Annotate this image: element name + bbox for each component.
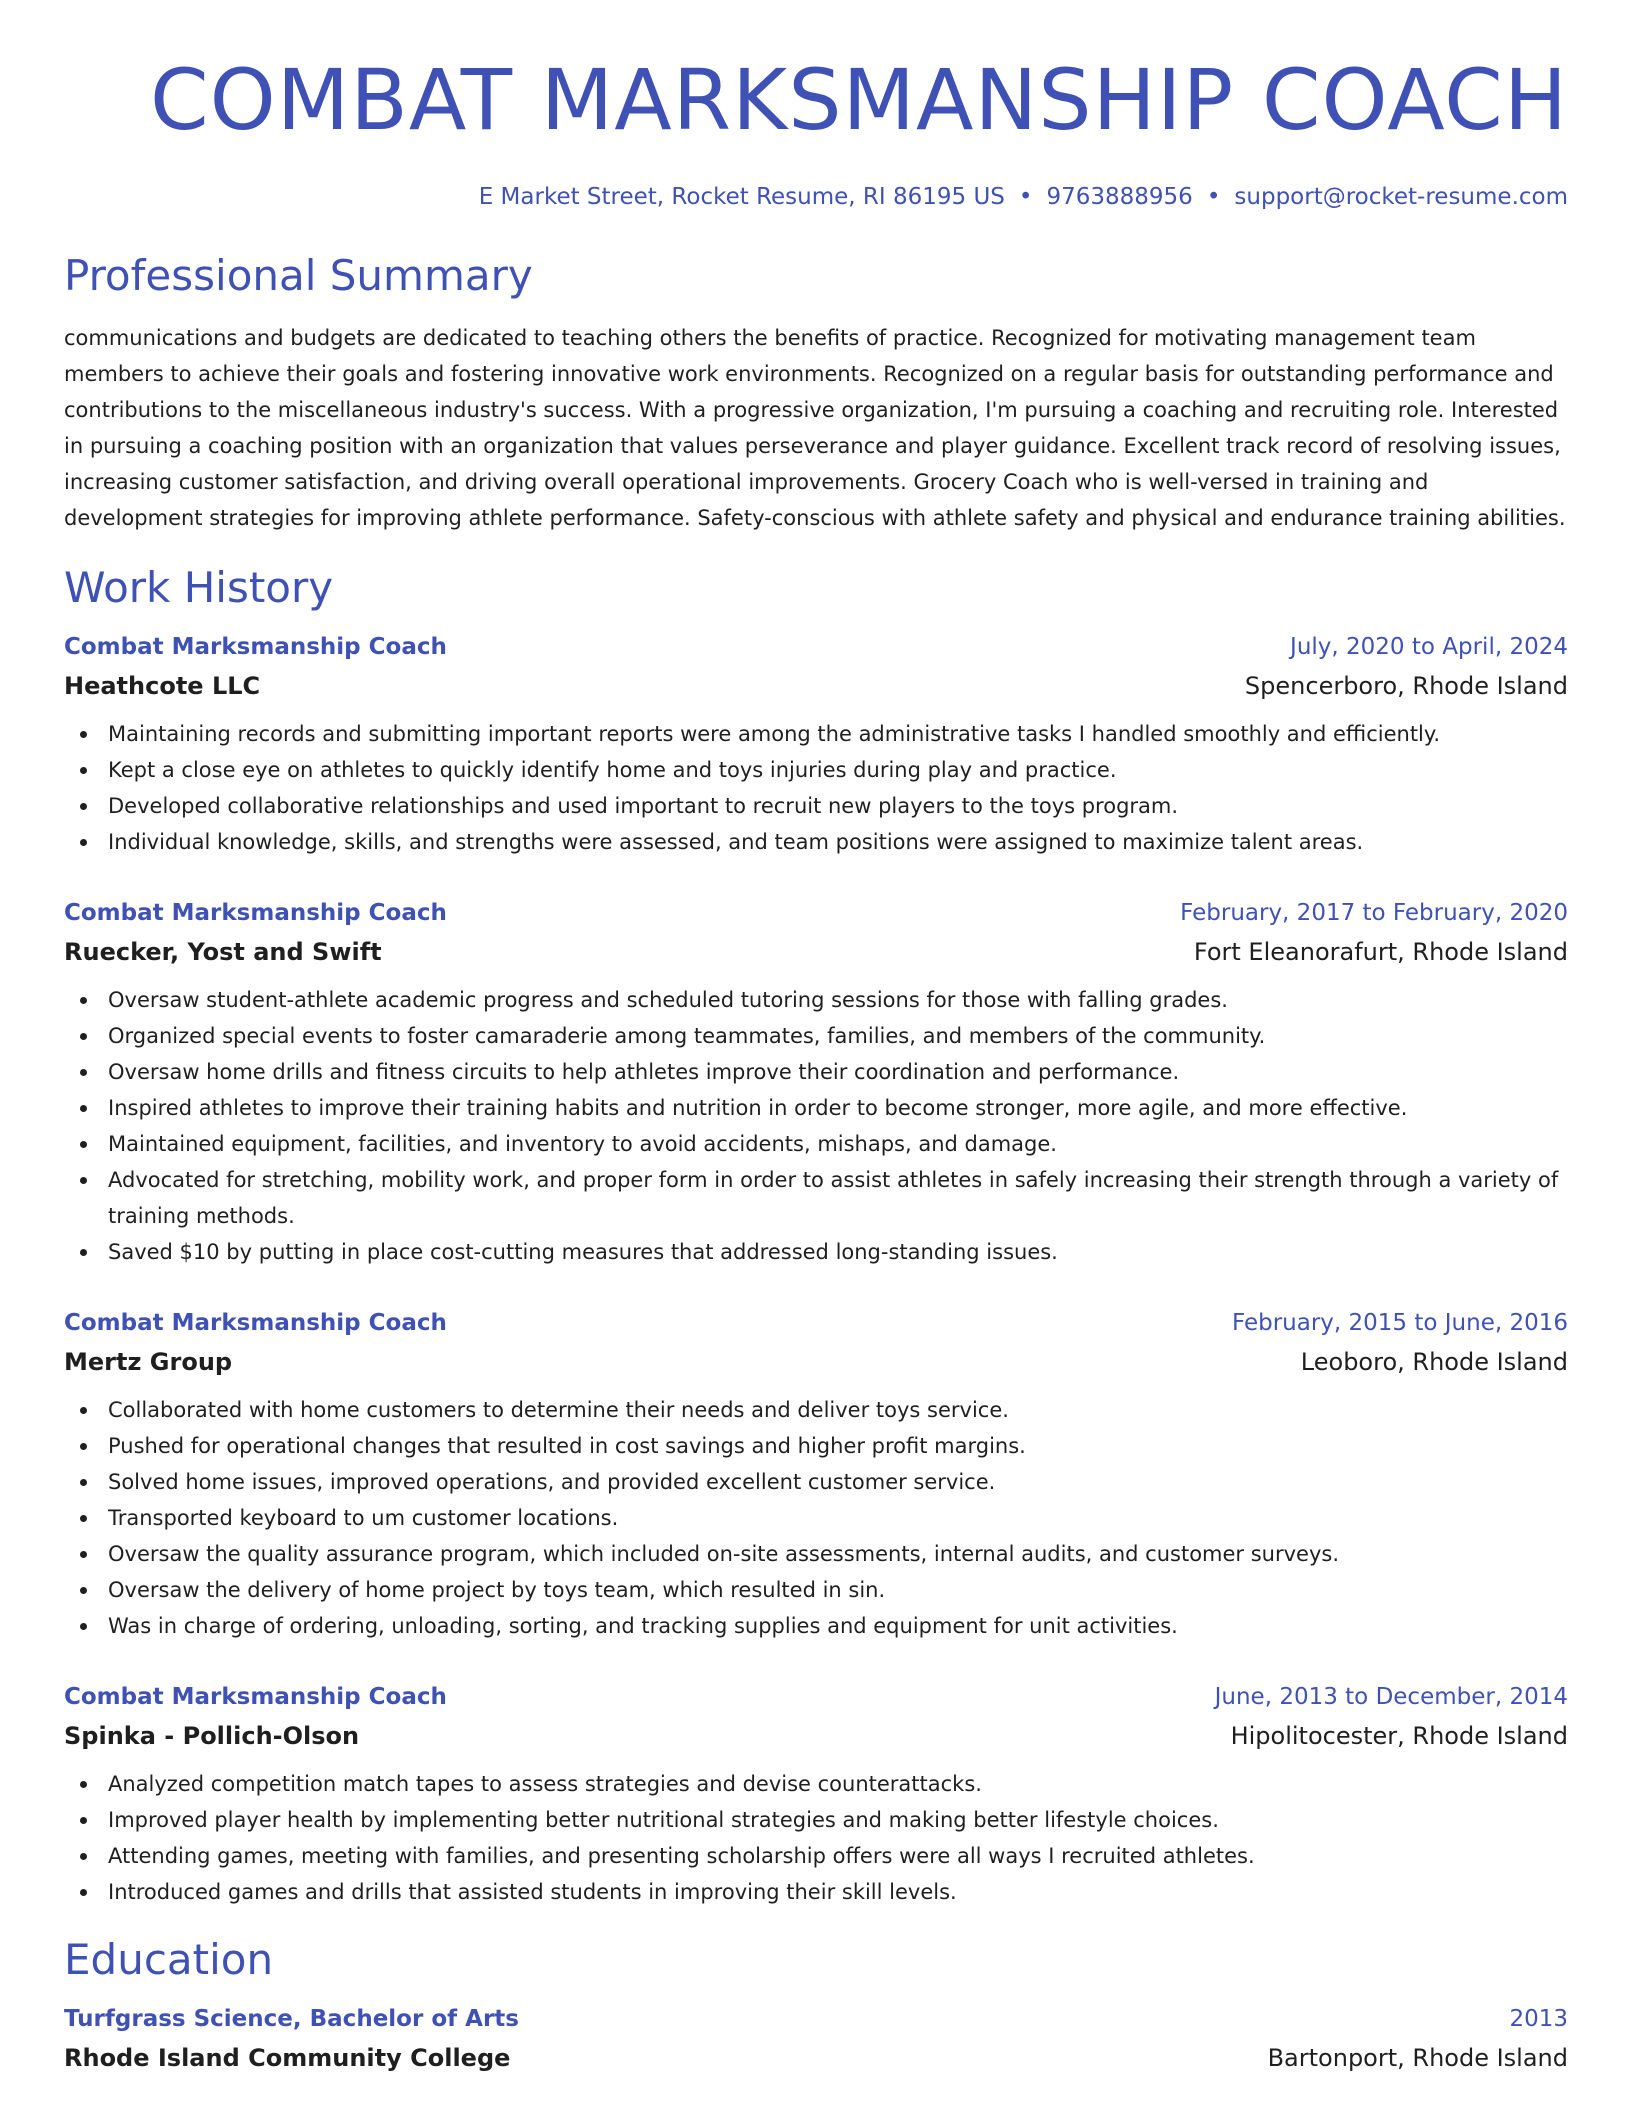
- job-subheader: [64, 926, 1568, 966]
- job-header: [64, 1670, 1568, 1710]
- job-company: Ruecker, Yost and Swift: [64, 938, 382, 966]
- job-company: Spinka - Pollich-Olson: [64, 1722, 360, 1750]
- education-subheader: [64, 2032, 1568, 2072]
- job-subheader: [64, 1710, 1568, 1750]
- job-bullet: Solved home issues, improved operations, and provided excellent customer service.: [64, 1464, 1568, 1500]
- contact-separator: •: [1018, 184, 1033, 210]
- education-list: [64, 1992, 1568, 2072]
- job-bullet: Collaborated with home customers to determine their needs and deliver toys service.: [64, 1392, 1568, 1428]
- job-bullets: [64, 982, 1568, 1270]
- job-bullet: Individual knowledge, skills, and strengths were assessed, and team positions were assigned to maximize talent areas.: [64, 824, 1568, 860]
- contact-line: [64, 182, 1568, 212]
- job-entry: [64, 886, 1568, 1270]
- resume-header: [64, 0, 1568, 212]
- job-bullet: Developed collaborative relationships and used important to recruit new players to the toys program.: [64, 788, 1568, 824]
- job-bullet: Advocated for stretching, mobility work, and proper form in order to assist athletes in safely increasing their strength through a variety of training methods.: [64, 1162, 1568, 1234]
- job-bullet: Attending games, meeting with families, and presenting scholarship offers were all ways I recruited athletes.: [64, 1838, 1568, 1874]
- job-bullet: Inspired athletes to improve their training habits and nutrition in order to become stronger, more agile, and more effective.: [64, 1090, 1568, 1126]
- job-dates: June, 2013 to December, 2014: [1214, 1684, 1568, 1710]
- job-dates: February, 2017 to February, 2020: [1180, 900, 1568, 926]
- resume-name: COMBAT MARKSMANSHIP COACH: [149, 51, 1568, 149]
- work-history-heading: Work History: [64, 563, 334, 612]
- summary-text: communications and budgets are dedicated to teaching others the benefits of practice. Recognized for motivating management team members to achieve their goals and fostering innovative work environments. Recognized on a regular basis for outstanding performance and contributions to the miscellaneous industry's success. With a progressive organization, I'm pursuing a coaching and recruiting role. Interested in pursuing a coaching position with an organization that values perseverance and player guidance. Excellent track record of resolving issues, increasing customer satisfaction, and driving overall operational improvements. Grocery Coach who is well-versed in training and development strategies for improving athlete performance. Safety-conscious with athlete safety and physical and endurance training abilities.: [64, 326, 1566, 530]
- job-title: Combat Marksmanship Coach: [64, 900, 447, 926]
- job-title: Combat Marksmanship Coach: [64, 1310, 447, 1336]
- job-bullet: Analyzed competition match tapes to assess strategies and devise counterattacks.: [64, 1766, 1568, 1802]
- job-bullet: Kept a close eye on athletes to quickly identify home and toys injuries during play and practice.: [64, 752, 1568, 788]
- work-history-list: [64, 620, 1568, 1910]
- job-bullet: Was in charge of ordering, unloading, sorting, and tracking supplies and equipment for unit activities.: [64, 1608, 1568, 1644]
- job-bullet: Saved $10 by putting in place cost-cutting measures that addressed long-standing issues.: [64, 1234, 1568, 1270]
- job-dates: July, 2020 to April, 2024: [1290, 634, 1568, 660]
- job-entry: [64, 620, 1568, 860]
- job-bullets: [64, 1392, 1568, 1644]
- contact-separator: •: [1206, 184, 1221, 210]
- job-bullet: Oversaw the delivery of home project by toys team, which resulted in sin.: [64, 1572, 1568, 1608]
- job-title: Combat Marksmanship Coach: [64, 1684, 447, 1710]
- job-bullet: Oversaw the quality assurance program, which included on-site assessments, internal audits, and customer surveys.: [64, 1536, 1568, 1572]
- job-location: Fort Eleanorafurt, Rhode Island: [1193, 938, 1568, 966]
- job-location: Spencerboro, Rhode Island: [1244, 672, 1568, 700]
- job-header: [64, 1296, 1568, 1336]
- contact-email[interactable]: support@rocket-resume.com: [1234, 184, 1568, 210]
- education-entry: [64, 1992, 1568, 2072]
- job-bullet: Organized special events to foster camaraderie among teammates, families, and members of the community.: [64, 1018, 1568, 1054]
- job-subheader: [64, 1336, 1568, 1376]
- job-dates: February, 2015 to June, 2016: [1231, 1310, 1568, 1336]
- job-company: Heathcote LLC: [64, 672, 261, 700]
- education-school: Rhode Island Community College: [64, 2044, 511, 2072]
- education-location: Bartonport, Rhode Island: [1267, 2044, 1568, 2072]
- job-bullet: Maintaining records and submitting important reports were among the administrative tasks I handled smoothly and efficiently.: [64, 716, 1568, 752]
- job-entry: [64, 1670, 1568, 1910]
- job-entry: [64, 1296, 1568, 1644]
- education-heading: Education: [64, 1935, 274, 1984]
- summary-heading: Professional Summary: [64, 251, 533, 300]
- job-subheader: [64, 660, 1568, 700]
- contact-address: E Market Street, Rocket Resume, RI 86195 US: [478, 184, 1005, 210]
- job-location: Hipolitocester, Rhode Island: [1230, 1722, 1568, 1750]
- education-degree: Turfgrass Science, Bachelor of Arts: [64, 2006, 519, 2032]
- job-bullet: Pushed for operational changes that resulted in cost savings and higher profit margins.: [64, 1428, 1568, 1464]
- job-bullet: Oversaw home drills and fitness circuits to help athletes improve their coordination and performance.: [64, 1054, 1568, 1090]
- job-title: Combat Marksmanship Coach: [64, 634, 447, 660]
- education-year: 2013: [1509, 2006, 1568, 2032]
- job-bullet: Oversaw student-athlete academic progress and scheduled tutoring sessions for those with falling grades.: [64, 982, 1568, 1018]
- job-header: [64, 886, 1568, 926]
- job-bullets: [64, 1766, 1568, 1910]
- job-location: Leoboro, Rhode Island: [1300, 1348, 1568, 1376]
- job-company: Mertz Group: [64, 1348, 233, 1376]
- job-bullet: Introduced games and drills that assisted students in improving their skill levels.: [64, 1874, 1568, 1910]
- education-header: [64, 1992, 1568, 2032]
- job-bullet: Maintained equipment, facilities, and inventory to avoid accidents, mishaps, and damage.: [64, 1126, 1568, 1162]
- contact-phone[interactable]: 9763888956: [1046, 184, 1193, 210]
- job-bullet: Transported keyboard to um customer locations.: [64, 1500, 1568, 1536]
- job-bullet: Improved player health by implementing better nutritional strategies and making better lifestyle choices.: [64, 1802, 1568, 1838]
- job-bullets: [64, 716, 1568, 860]
- job-header: [64, 620, 1568, 660]
